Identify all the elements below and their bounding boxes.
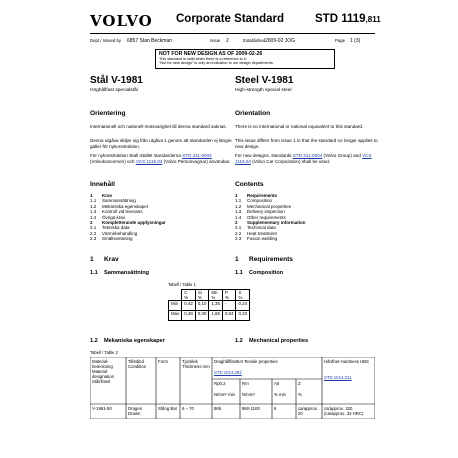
toc-item-sv: 2.1 Tekniska data <box>90 225 130 231</box>
orientation-p2-sv: Denna utgåva skiljer sig från utgåva 1 genom att standarden ej längre gäller för nykonstruktion. <box>90 138 232 149</box>
orientation-p3c-sv: (Volvo Personvagnar) användas. <box>163 158 231 164</box>
link-std-311-0004-sv[interactable]: STD 311-0004 <box>182 153 212 158</box>
orientation-p3-sv <box>90 153 240 164</box>
subtitle-sv: Höghållfast specialstål <box>90 88 138 93</box>
not-for-new-design-notice <box>155 49 335 69</box>
toc-item-en: 1.2 Mechanical properties <box>235 203 292 209</box>
toc-item-en: 2.2 Heat treatment <box>235 230 277 236</box>
subtitle-en: High-strength special steel <box>235 88 292 93</box>
table1-caption: Tabell / Table 1 <box>168 282 196 287</box>
toc-item-en: 2.3 Fusion welding <box>235 236 278 242</box>
established-value: 2009-02 JOG <box>265 38 296 44</box>
document-type: Corporate Standard <box>176 13 284 25</box>
cell-rp: 865 <box>214 406 222 411</box>
standard-number-main: STD 1119 <box>315 13 366 25</box>
table-cell: 0,48 <box>182 311 196 321</box>
cell-form: Stång Bar <box>158 406 178 411</box>
cell-thickness: 6 – 70 <box>182 406 194 411</box>
composition-heading-sv: 1.1 Sammansättning <box>90 270 150 276</box>
cell-z: ca/approx. 20 <box>298 406 319 416</box>
mechanical-heading-en: 1.2 Mechanical properties <box>235 338 309 344</box>
notice-line-2: "Not for new design" is only an indication to our design departments. <box>159 61 274 66</box>
table-row <box>169 311 250 321</box>
cell-a: 6 <box>274 406 277 411</box>
issue-value: 2 <box>226 38 229 44</box>
contents-heading-sv: Innehåll <box>90 181 115 188</box>
mechanical-table <box>90 357 375 419</box>
link-std-1014-311[interactable]: STD 1014,311 <box>324 375 352 380</box>
volvo-logo: VOLVO <box>90 12 153 30</box>
sub-z-header: Z <box>298 381 301 386</box>
orientation-p3b-sv: (Volvokoncernen) och <box>90 158 135 164</box>
col-condition-header: Tillstånd Condition <box>128 359 147 369</box>
toc-item-sv: 1.3 Kontroll vid leverans <box>90 209 143 215</box>
sub-rm-unit: N/mm² <box>242 392 255 397</box>
table-header-cell: C % <box>182 290 196 301</box>
orientation-p2-en: This issue differs from issue 1 in that the standard no longer applies to new design. <box>235 138 378 149</box>
table-cell: 0,33 <box>236 311 250 321</box>
composition-table <box>168 289 250 321</box>
table-cell: 0,04 <box>222 311 236 321</box>
dept-label: Dept / Issued by <box>90 38 122 43</box>
standard-number <box>315 13 381 25</box>
orientation-p3-en <box>235 153 385 164</box>
orientation-p3a-en: For new designs, standards <box>235 153 292 158</box>
cell-hardness: ca/approx. 320 (ca/approx. 32 HRC) <box>324 406 364 416</box>
table-header-cell: S % <box>236 290 250 301</box>
table-corner-cell <box>169 290 182 301</box>
established-label: Established <box>243 38 266 43</box>
issue-label: Issue <box>210 38 221 43</box>
toc-item-sv: 1 Krav <box>90 193 113 198</box>
orientation-p1-en: There is no international or national equivalent to this standard. <box>235 124 364 129</box>
orientation-p3a-sv: För nykonstruktion skall istället standarderna <box>90 153 181 158</box>
toc-en <box>235 193 306 242</box>
sub-rp-unit: N/mm² min <box>214 392 236 397</box>
cell-rm: 960-1100 <box>242 406 260 411</box>
page-label: Page <box>335 38 346 43</box>
link-std-1014-282[interactable]: STD 1014,282 <box>214 370 242 375</box>
header-rule <box>90 33 375 34</box>
table-cell: 0,24 <box>236 301 250 311</box>
table-cell: - <box>222 301 236 311</box>
col-tensile-header: Draghållfasthet Tensile properties <box>214 359 278 364</box>
orientation-p3b-en: (Volvo Group) and <box>323 153 361 158</box>
col-thickness-header: Tjocklek Thickness mm <box>182 359 210 369</box>
dept-value: 6857 Stan Beckman <box>127 38 173 44</box>
sub-rp-header: Rp0,2 <box>214 381 226 386</box>
cell-condition: Dragen Drawn <box>128 406 143 416</box>
toc-item-sv: 2 Kompletterande upplysningar <box>90 220 166 226</box>
table-cell: 0,42 <box>182 301 196 311</box>
orientation-heading-en: Orientation <box>235 110 271 117</box>
row-label: Max <box>169 311 182 321</box>
table-header-cell: Mn % <box>209 290 223 301</box>
link-vcs-1119-04-en[interactable]: VCS 1119,04 <box>235 153 372 164</box>
toc-item-en: 1.4 Other requirements <box>235 214 286 220</box>
link-vcs-1119-04-sv[interactable]: VCS 1119,04 <box>135 158 163 164</box>
table-row <box>169 301 250 311</box>
table-cell: 1,35 <box>209 301 223 311</box>
orientation-heading-sv: Orientering <box>90 110 126 117</box>
toc-item-en: 2.1 Technical data <box>235 225 276 231</box>
sub-a-header: A5 <box>274 381 280 386</box>
table-cell: 0,30 <box>195 311 209 321</box>
toc-item-en: 2 Supplementary information <box>235 220 306 226</box>
table-header-row <box>169 290 250 301</box>
composition-heading-en: 1.1 Composition <box>235 270 284 276</box>
table-cell: 0,10 <box>195 301 209 311</box>
toc-item-sv: 2.2 Värmebehandling <box>90 230 138 236</box>
sub-z-unit: % <box>298 392 302 397</box>
toc-sv <box>90 193 166 242</box>
link-std-311-0004-en[interactable]: STD 311-0004 <box>292 153 323 158</box>
requirements-heading-sv: 1 Krav <box>90 256 119 263</box>
toc-item-sv: 1.1 Sammansättning <box>90 198 136 204</box>
toc-item-sv: 1.4 Övriga krav <box>90 214 126 220</box>
toc-item-en: 1.3 Delivery inspection <box>235 209 285 215</box>
sub-rm-header: Rm <box>242 381 249 386</box>
notice-title: NOT FOR NEW DESIGN AS OF 2009-02-26 <box>159 51 263 57</box>
notice-line-1: This standard is valid when there is a reference to it. <box>159 57 247 61</box>
page-value: 1 (3) <box>350 38 361 44</box>
table-cell: 1,65 <box>209 311 223 321</box>
col-hardness-header: Hårdhet Hardness HBS <box>324 359 369 364</box>
mechanical-heading-sv: 1.2 Mekaniska egenskaper <box>90 338 165 344</box>
toc-item-en: 1.1 Composition <box>235 198 273 204</box>
cell-material: V-1981-50 <box>92 406 112 411</box>
standard-number-suffix: ,811 <box>365 15 381 24</box>
orientation-p3c-en: (Volvo Car Corporation) shall be used. <box>252 158 331 164</box>
row-label: Min <box>169 301 182 311</box>
col-form-header: Form <box>158 359 169 364</box>
table-header-cell: Si % <box>195 290 209 301</box>
title-sv: Stål V-1981 <box>90 75 143 86</box>
table-header-cell: P % <box>222 290 236 301</box>
requirements-heading-en: 1 Requirements <box>235 256 293 263</box>
toc-item-en: 1 Requirements <box>235 193 278 198</box>
toc-item-sv: 2.3 Smältsvetsning <box>90 236 133 242</box>
toc-item-sv: 1.2 Mekaniska egenskaper <box>90 203 149 209</box>
table2-caption: Tabell / Table 2 <box>90 350 118 355</box>
orientation-p1-sv: Internationell och nationell motsvarighet till denna standard saknas. <box>90 124 227 129</box>
title-en: Steel V-1981 <box>235 75 294 86</box>
col-material-header: Material-beteckning Material designation Stål/Steel <box>92 359 114 384</box>
sub-a-unit: % min <box>274 392 286 397</box>
contents-heading-en: Contents <box>235 181 264 188</box>
